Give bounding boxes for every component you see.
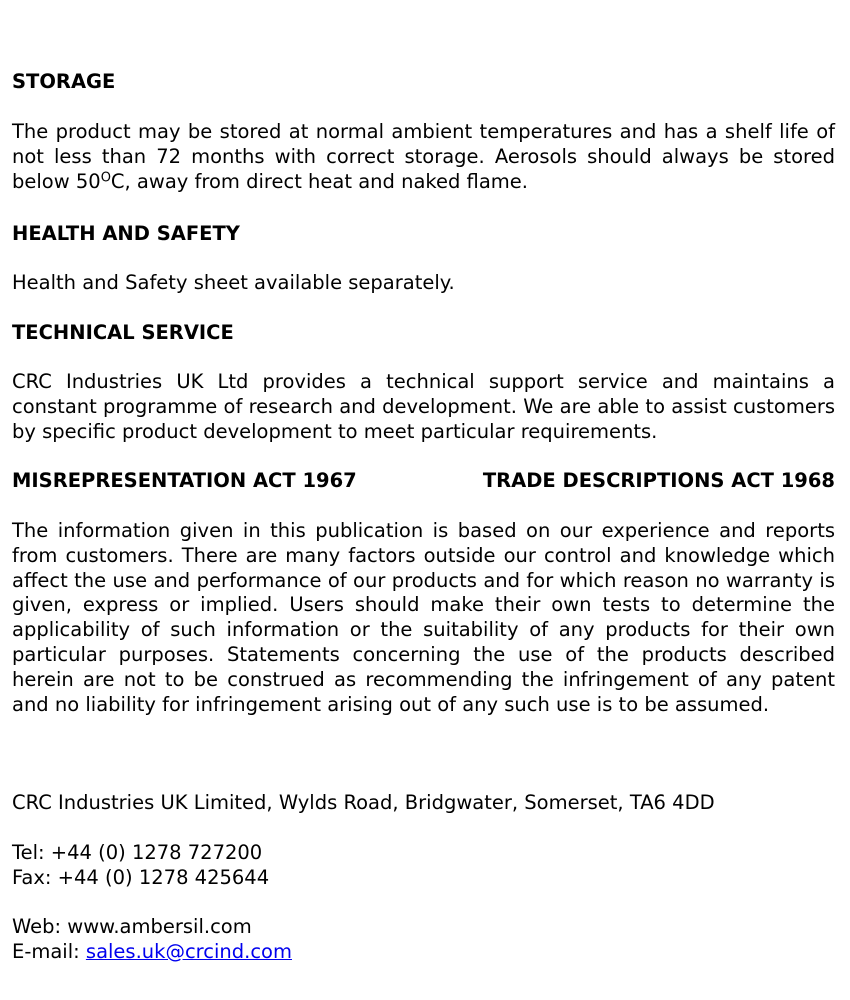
health-safety-heading: HEALTH AND SAFETY <box>12 222 240 245</box>
email-line <box>12 940 835 965</box>
fax: Fax: +44 (0) 1278 425644 <box>12 866 270 889</box>
storage-text-part1: The product may be stored at normal ambient temperatures and has a shelf life of not less than 72 months with correct storage. Aerosols should always be stored below 50 <box>12 120 835 193</box>
storage-text <box>12 120 835 194</box>
email-label: E-mail: <box>12 940 86 963</box>
company-address: CRC Industries UK Limited, Wylds Road, Bridgwater, Somerset, TA6 4DD <box>12 791 715 814</box>
trade-descriptions-act-heading: TRADE DESCRIPTIONS ACT 1968 <box>482 469 835 492</box>
degree-superscript: O <box>100 170 111 186</box>
telephone: Tel: +44 (0) 1278 727200 <box>12 841 263 864</box>
storage-text-part2: C, away from direct heat and naked flame. <box>110 169 528 193</box>
acts-text: The information given in this publication is based on our experience and reports from customers. There are many factors outside our control and knowledge which affect the use and performance of our products and for which reason no warranty is given, express or implied. Users should make their own tests to determine the applicability of such information or the suitability of any products for their own particular purposes. Statements concerning the use of the products described herein are not to be construed as recommending the infringement of any patent and no liability for infringement arising out of any such use is to be assumed. <box>12 519 835 716</box>
acts-heading-row <box>12 469 835 494</box>
website: Web: www.ambersil.com <box>12 915 252 938</box>
storage-heading: STORAGE <box>12 70 116 93</box>
misrepresentation-act-heading: MISREPRESENTATION ACT 1967 <box>12 469 357 492</box>
email-link[interactable]: sales.uk@crcind.com <box>85 940 292 963</box>
health-safety-text: Health and Safety sheet available separately. <box>12 271 455 294</box>
technical-service-heading: TECHNICAL SERVICE <box>12 321 234 344</box>
technical-service-text: CRC Industries UK Ltd provides a technical support service and maintains a constant programme of research and development. We are able to assist customers by specific product development to meet particular requirements. <box>12 370 835 443</box>
